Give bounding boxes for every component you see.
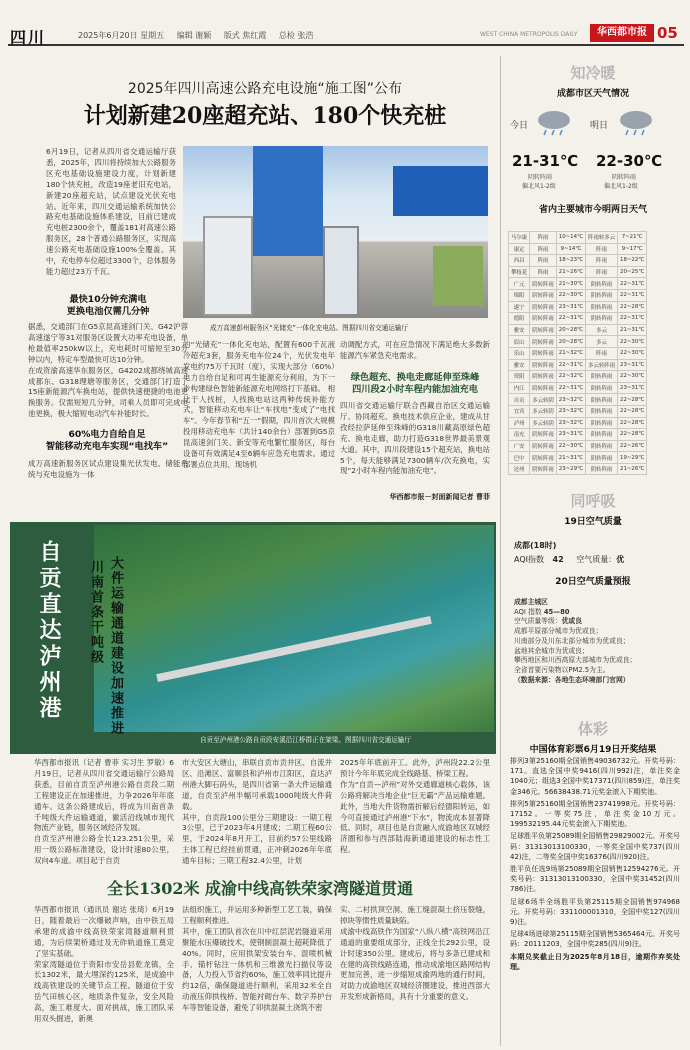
city-weather-cell: 21~26℃ <box>618 463 647 475</box>
city-weather-cell: 阴转阵雨 <box>530 371 557 383</box>
city-weather-cell: 18~23℃ <box>556 255 585 267</box>
air-line: 川南部分及川东北部分城市为优或良； <box>514 636 630 645</box>
air-forecast-title: 20日空气质量预报 <box>555 577 631 587</box>
city-weather-cell: 22~31℃ <box>556 359 585 371</box>
city-weather-cell: 22~26℃ <box>618 440 647 452</box>
story2-vertical-title: 自贡直达泸州港 <box>36 540 62 722</box>
story3-col1: 华西都市报讯（通讯员 谢达 张琦）6月19日，随着最后一次爆破声响，由中铁五局承建的成渝中线高铁荣家湾隧道顺利贯通，为后续架桥通过及无砟轨道施工奠定了坚实基础。 荣家湾隧道位于资阳市安岳县乾龙镇，全长1302米，最大埋深约125米，是成渝中线高铁建设的关键节点工程。隧道位于安岳气田核心区，地质条件复杂，安全风险高，施工难度大。面对挑战，施工团队采用双头掘进，新奥 <box>34 905 174 1024</box>
tomorrow-temp: 22-30℃ <box>596 152 663 170</box>
city-weather-cell: 阴转阵雨 <box>586 452 618 464</box>
aqi-range-label: AQI 指数 <box>514 607 542 616</box>
city-weather-cell: 攀枝花 <box>509 266 530 278</box>
city-weather-cell: 21~30℃ <box>556 278 585 290</box>
city-weather-cell: 资阳 <box>509 371 530 383</box>
city-weather-row <box>509 301 647 313</box>
city-weather-cell: 雅安 <box>509 359 530 371</box>
city-weather-cell: 22~28℃ <box>618 301 647 313</box>
bridge-deck <box>156 616 432 682</box>
air-line: 成都平原部分城市为优或良； <box>514 627 603 636</box>
city-weather-cell: 阴转阵雨 <box>586 289 618 301</box>
today-label: 今日 <box>510 121 529 131</box>
city-weather-cell: 阴转阵雨 <box>586 301 618 313</box>
quality-label: 空气质量： <box>576 555 617 564</box>
city-weather-cell: 19~29℃ <box>618 452 647 464</box>
story1-headline: 计划新建20座超充站、180个快充桩 <box>83 103 447 129</box>
city-weather-cell: 7~21℃ <box>618 232 647 244</box>
city-weather-cell: 阴转阵雨 <box>530 382 557 394</box>
today-temp: 21-31℃ <box>512 152 579 170</box>
aqi-label: AQI指数 <box>514 555 544 564</box>
air-line: 攀西地区和川西高原大部城市为优或良； <box>514 656 637 665</box>
city-weather-cell: 22~28℃ <box>618 417 647 429</box>
lottery-banner: 体彩 <box>577 720 608 738</box>
city-weather-cell: 22~31℃ <box>556 382 585 394</box>
story2-col3: 2025年年底前开工。此外，泸州段22.2公里预计今年年底完成全线路基、桥梁工程。 作为“自贡—泸州”对外交通廊道核心载体，该公路将解决当地企业“巨无霸”产品运输难题。此外，当地大件货物需折解后经德阳转运，如今可直接通过泸州港“下水”，物流成本显著降低。同时，项目也是自贡融入成渝地区双城经济圈和参与西部陆海新通道建设的标志性工程。 <box>340 758 490 855</box>
story3-col2: 法组织施工，并运用多种新型工艺工装，确保工程顺利推进。 其中，施工团队首次在川中红层泥岩隧道采用聚能水压爆破技术，使钢制混凝土超耗降低了40%。同时，应用拱架安装台车、混喷机械手、锚杆钻注一体机和三维激光扫描仪等设备，人力投入节省约60%，施工效率同比提升约12倍，确保隧道进行顺利，采用32米全自动液压仰拱栈桥、智能衬砌台车、数字养护台车等智能设备，避免了卯拱混凝土浇筑不密 <box>182 905 332 1013</box>
city-weather-cell: 多云 <box>586 324 618 336</box>
city-weather-cell: 22~31℃ <box>556 313 585 325</box>
city-weather-cell: 22~32℃ <box>556 371 585 383</box>
city-weather-row <box>509 232 647 244</box>
city-weather-cell: 阴转阵雨 <box>530 324 557 336</box>
city-weather-row <box>509 266 647 278</box>
level-value: 优或良 <box>561 617 582 626</box>
today-wind: 偏北风1-2级 <box>522 183 556 190</box>
city-weather-cell: 阴转阵雨 <box>530 289 557 301</box>
air-main-city: 成都主城区 <box>514 598 548 606</box>
proofreader: 总检 张浩 <box>278 31 314 40</box>
story2-vertical-subtitle-1: 大件运输通道建设加速推进 <box>108 556 123 736</box>
city-weather-cell: 阴转阵雨 <box>586 371 618 383</box>
city-weather-cell: 23~32℃ <box>556 394 585 406</box>
story2-col2: 市大安区大塘山，串联自贡市贡井区、自流井区、沿滩区、富顺县和泸州市江阳区，直达泸州港大脚石码头，是四川省第一条大件运输通道，自贡至泸州半幅可承载1000吨级大件荷载。 其中，自贡段100公里分三期建设：一期工程3公里，已于2023年4月建成；二期工程60公里，于2024年8月开工，目前约57公里线路主体工程已经挂前贯通，正冲刺2026年年底通车目标；三期工程32.4公里，计划 <box>182 758 332 866</box>
story3-headline: 全长1302米 成渝中线高铁荣家湾隧道贯通 <box>106 879 414 898</box>
air-line: 盆地其余城市为优或良； <box>514 646 589 655</box>
lottery-item: 足球胜平负第25089期全国销售29829002元。开奖号码：31313013100330，一等奖全国中奖737(四川42)注，二等奖全国中奖16376(四川920)注。 <box>510 832 680 861</box>
story1-col1c: 成万高速新服务区试点建设集光伏发电、储能系统与充电设施为一体 <box>28 459 188 479</box>
city-weather-cell: 多云转阵雨 <box>586 359 618 371</box>
issue-meta <box>78 30 313 41</box>
city-weather-cell: 阵雨 <box>586 243 618 255</box>
city-weather-cell: 22~31℃ <box>618 289 647 301</box>
city-weather-cell: 9~17℃ <box>618 243 647 255</box>
editor: 编辑 谢颖 <box>176 31 212 40</box>
city-weather-cell: 遂宁 <box>509 301 530 313</box>
city-weather-cell: 多云转阴 <box>530 417 557 429</box>
city-weather-cell: 眉山 <box>509 336 530 348</box>
air-banner: 同呼吸 <box>570 492 616 510</box>
city-weather-cell: 阴转阵雨 <box>586 405 618 417</box>
city-weather-cell: 阴转阵雨 <box>586 278 618 290</box>
newspaper-english-name: WEST CHINA METROPOLIS DAILY <box>480 31 578 38</box>
city-weather-cell: 10~14℃ <box>556 232 585 244</box>
city-weather-cell: 阵雨 <box>586 255 618 267</box>
city-weather-row <box>509 382 647 394</box>
lottery-item: 足球4场进球第25115期全国销售5365464元。开奖号码：20111203，全国中奖285(四川9)注。 <box>510 930 680 949</box>
city-weather-cell: 21~32℃ <box>556 347 585 359</box>
air-title: 19日空气质量 <box>564 517 622 527</box>
city-weather-cell: 广安 <box>509 440 530 452</box>
city-weather-row <box>509 440 647 452</box>
city-weather-cell: 阴转阵雨 <box>586 382 618 394</box>
air-forecast <box>514 598 680 685</box>
city-weather-cell: 22~31℃ <box>618 313 647 325</box>
lottery-deadline: 本期兑奖截止日为2025年8月18日，逾期作弃奖处理。 <box>510 952 680 971</box>
city-weather-cell: 阴转阵雨 <box>530 313 557 325</box>
lottery-item: 排列3第25160期全国销售49036732元。开奖号码：171。直选全国中奖9416(四川992)注，单注奖金1040元；组选3全国中奖17371(四川859)注，单注奖金346元。56638438.71元奖金滚入下期奖池。 <box>510 757 680 796</box>
layout-editor: 版式 焦红霞 <box>223 31 267 40</box>
city-weather-cell: 阵雨转多云 <box>586 232 618 244</box>
city-weather-cell: 21~31℃ <box>556 452 585 464</box>
city-weather-cell: 21~26℃ <box>556 266 585 278</box>
cloud-rain-icon <box>616 106 656 136</box>
city-weather-cell: 阴转阵雨 <box>530 463 557 475</box>
lottery-item: 足球6场半全场胜平负第25115期全国销售974968元。开奖号码：331100001310，全国中奖127(四川9)注。 <box>510 897 680 927</box>
city-weather-cell: 22~30℃ <box>556 440 585 452</box>
city-weather-cell: 22~30℃ <box>618 336 647 348</box>
story1-col1b: 据悉，交通部门在G5京昆高速剑门关、G42沪蓉高速遂宁等31对服务区设置大功率充电设备，单枪最值率250kW以上，充电耗时可缩短至30分钟以内，特定车型最快可达10分钟。 在成资渝高速华东服务区，G4202成都绕城高速成都东、G318理塘等服务区，交通部门打造了15座新能源汽车换电站，提供快速便捷的电池更换服务。仅需短短几分钟，司乘人员即可完成电池更换，极大缩短电动汽车补能时长。 <box>28 322 188 418</box>
story1-byline: 华西都市报－封面新闻记者 曹菲 <box>389 493 490 501</box>
city-weather-cell: 西昌 <box>509 255 530 267</box>
city-weather-cell: 阴转阵雨 <box>530 429 557 441</box>
quality-value: 优 <box>616 555 625 564</box>
city-weather-cell: 自贡 <box>509 394 530 406</box>
city-weather-cell: 22~28℃ <box>618 405 647 417</box>
city-weather-row <box>509 243 647 255</box>
city-weather-cell: 阴转阵雨 <box>586 313 618 325</box>
story1-subhead-2: 60%电力自给自足 智能移动充电车实现“电找车” <box>45 429 169 452</box>
city-weather-cell: 雅安 <box>509 324 530 336</box>
today-desc: 阴转阵雨 <box>528 174 553 181</box>
city-weather-cell: 22~31℃ <box>618 278 647 290</box>
city-weather-cell: 22~28℃ <box>618 394 647 406</box>
city-weather-cell: 阴转阵雨 <box>530 347 557 359</box>
city-weather-cell: 阵雨 <box>586 266 618 278</box>
city-weather-row <box>509 463 647 475</box>
city-weather-cell: 阴转阵雨 <box>530 278 557 290</box>
aqi-value: 42 <box>552 555 564 564</box>
city-weather-cell: 20~25℃ <box>618 266 647 278</box>
issue-date: 2025年6月20日 星期五 <box>78 31 165 40</box>
newspaper-logo: 华西都市报 <box>590 24 654 42</box>
weather-banner: 知冷暖 <box>570 64 616 82</box>
story1-subhead-1: 最快10分钟充满电 更换电池仅需几分钟 <box>66 294 150 317</box>
city-weather-cell: 23~31℃ <box>556 301 585 313</box>
city-weather-cell: 多云转阴 <box>530 405 557 417</box>
city-weather-cell: 宜宾 <box>509 405 530 417</box>
city-weather-cell: 阴转阵雨 <box>530 336 557 348</box>
level-label: 空气质量等级： <box>514 617 562 626</box>
city-weather-cell: 泸州 <box>509 417 530 429</box>
city-weather-cell: 22~30℃ <box>556 289 585 301</box>
aqi-range-row <box>514 608 680 618</box>
city-weather-cell: 南充 <box>509 429 530 441</box>
story1-col3a: 动调配方式，可在应急情况下满足绝大多数新能源汽车紧急充电需求。 <box>340 340 490 360</box>
city-weather-row <box>509 429 647 441</box>
city-weather-cell: 内江 <box>509 382 530 394</box>
city-weather-row <box>509 278 647 290</box>
city-weather-cell: 阵雨 <box>530 243 557 255</box>
city-weather-table <box>508 231 647 475</box>
city-weather-cell: 康定 <box>509 243 530 255</box>
city-weather-cell: 9~14℃ <box>556 243 585 255</box>
city-weather-row <box>509 371 647 383</box>
city-weather-cell: 23~29℃ <box>556 463 585 475</box>
story1-kicker: 2025年四川高速公路充电设施“施工图”公布 <box>127 81 403 97</box>
city-weather-cell: 23~31℃ <box>556 429 585 441</box>
city-weather-cell: 阴转阵雨 <box>530 440 557 452</box>
city-weather-cell: 德阳 <box>509 313 530 325</box>
city-weather-cell: 巴中 <box>509 452 530 464</box>
story1-col3b: 四川省交通运输厅联合西藏自治区交通运输厅、协同超充、换电技术供应企业，建成从甘孜经拉萨延伸至珠峰的G318川藏高原绿色超充、换电走廊，助力打造G318世界最美景观大道。其中，四川段建设15个超充站，换电站5个，每天能够满足7300辆车/次充换电，实现“2小时车程内能加油充电”。 <box>340 401 490 476</box>
city-weather-cell: 乐山 <box>509 347 530 359</box>
weather-title: 成都市区天气情况 <box>556 89 629 99</box>
city-weather-cell: 阵雨 <box>586 347 618 359</box>
city-weather-cell: 23~32℃ <box>556 405 585 417</box>
charger <box>203 216 253 316</box>
city-weather-cell: 22~30℃ <box>618 347 647 359</box>
highway-bridge-photo <box>94 525 494 732</box>
story3-col3: 实、二衬拱顶空洞、施工缝混凝土挤压裂缝，掉块等惯性质量缺陷。 成渝中线高铁作为国家“八纵八横”高铁网沿江通道的重要组成部分，正线全长292公里，设计时速350公里。建成后，将与多条已建成和在建的高铁线路连通，推动成渝地区路网结构更加完善，进一步缩短成渝两地的通行时间，对助力成渝地区双城经济圈建设，推进西部大开发形成新格局，具有十分重要的意义。 <box>340 905 490 1002</box>
city-weather-cell: 多云转阴 <box>530 394 557 406</box>
city-weather-cell: 绵阳 <box>509 289 530 301</box>
story2-col1: 华西都市报讯（记者 曹菲 实习生 罗敏）6月19日，记者从四川省交通运输厅公路局获悉，目前自贡至泸州港公路自贡段二期工程建设正在加速推进，力争2026年年底通车。这条公路建成后，将成为川南首条千吨级大件运输通道，徽活沿线城市现代物流产业链，服务区域经济发展。 自贡至泸州港公路全长123.251公里，采用一级公路标准建设，设计时速80公里，双向4车道。项目起于自贡 <box>34 758 174 866</box>
cloud-rain-icon <box>534 106 574 136</box>
city-weather-cell: 阴转阵雨 <box>530 359 557 371</box>
city-weather-row <box>509 255 647 267</box>
lottery-item: 排列5第25160期全国销售23741998元。开奖号码：17152。一等奖75注，单注奖金10万元。199532195.44元奖金滚入下期奖池。 <box>510 799 680 829</box>
city-weather-cell: 23~31℃ <box>618 359 647 371</box>
lottery-results <box>510 756 680 1046</box>
air-source: （数据来源：各地生态环境部门官网） <box>514 675 630 684</box>
city-weather-cell: 18~22℃ <box>618 255 647 267</box>
air-line: 全省首要污染物以PM2.5为主。 <box>514 665 610 674</box>
story1-col2: 的“光储充”一体化充电站，配置有600千瓦液冷超充3套，服务充电车位24个，光伏发电年发电约75万千瓦时（度），实现大部分（60%）电力自给自足和可再生能源充分利用，为下一步构建绿色智能新能源充电网络打下基础。 相比于人找桩，人找换电站这两种传统补能方式，智能移动充电车让“车找电”变成了“电找车”。今年春节和“五一”假期，四川首次大规模投用移动充电车（共计140余台）部署到G5京昆高速剑门关、新安等充电繁忙服务区，每台设备可有效满足4至6辆车应急充电需求。通过部署点位共用、现场机 <box>183 340 335 469</box>
city-weather-row <box>509 359 647 371</box>
city-weather-cell: 20~28℃ <box>556 324 585 336</box>
city-weather-row <box>509 313 647 325</box>
tomorrow-weather <box>590 102 680 194</box>
city-weather-cell: 阴转阵雨 <box>586 429 618 441</box>
city-weather-cell: 22~30℃ <box>618 371 647 383</box>
air-city: 成都(18时) <box>514 541 557 550</box>
city-weather-cell: 23~31℃ <box>618 382 647 394</box>
city-weather-row <box>509 336 647 348</box>
station-building <box>393 166 488 216</box>
city-weather-row <box>509 289 647 301</box>
city-weather-cell: 23~32℃ <box>556 417 585 429</box>
city-weather-row <box>509 417 647 429</box>
city-weather-row <box>509 347 647 359</box>
city-weather-cell: 广元 <box>509 278 530 290</box>
city-weather-cell: 阴转阵雨 <box>586 463 618 475</box>
city-weather-cell: 20~28℃ <box>556 336 585 348</box>
tomorrow-wind: 偏北风1-2级 <box>604 183 638 190</box>
story2-photo-caption: 自贡至泸州港公路自贡段安溪沿江桥群正在架梁。图据四川省交通运输厅 <box>200 736 411 744</box>
air-aqi-row <box>514 554 624 565</box>
city-weather-row <box>509 452 647 464</box>
city-weather-title: 省内主要城市今明两日天气 <box>538 205 647 215</box>
section-name: 四川 <box>10 28 47 47</box>
charger <box>323 226 359 316</box>
city-weather-cell: 阵雨 <box>530 255 557 267</box>
city-weather-row <box>509 405 647 417</box>
city-weather-row <box>509 324 647 336</box>
city-weather-cell: 阵雨 <box>530 266 557 278</box>
city-weather-cell: 阴转阵雨 <box>586 417 618 429</box>
city-weather-cell: 21~31℃ <box>618 324 647 336</box>
tomorrow-desc: 阴转阵雨 <box>612 174 637 181</box>
lottery-title: 中国体育彩票6月19日开奖结果 <box>529 745 657 755</box>
city-weather-cell: 阴转阵雨 <box>586 440 618 452</box>
tomorrow-label: 明日 <box>590 121 609 131</box>
charging-station-photo <box>183 146 488 318</box>
air-current <box>514 540 556 551</box>
city-weather-cell: 22~28℃ <box>618 429 647 441</box>
lottery-item: 胜平负任选9场第25089期全国销售12594276元。开奖号码：31313013100330，全国中奖31452(四川786)注。 <box>510 865 680 894</box>
story1-photo-caption: 成万高速彭州服务区“光储充”一体化充电站。图据四川省交通运输厅 <box>210 324 409 332</box>
city-weather-cell: 阴转阵雨 <box>530 301 557 313</box>
story2-vertical-subtitle-2: 川南首条干吨级 <box>88 560 103 665</box>
city-weather-cell: 阵雨 <box>530 232 557 244</box>
story1-lead: 6月19日，记者从四川省交通运输厅获悉，2025年，四川将持续加大公路服务区充电基础设施建设力度，计划新建180个快充桩，改造19座老旧充电站，新建20座超充站，试点建设光伏充电站。近年来，四川交通运输系统加快公路充电基础设施体系建设，目前已建成充电桩2300余个，覆盖181对高速公路服务区，28个普通公路服务区，实现高速公路充电基础设施100%全覆盖。其中，充电停车位超过3300个，总体服务能力超过23万千瓦。 <box>46 147 176 276</box>
city-weather-row <box>509 394 647 406</box>
city-weather-cell: 阴转阵雨 <box>530 452 557 464</box>
tree <box>433 246 483 306</box>
city-weather-cell: 多云 <box>586 336 618 348</box>
story1-subhead-3: 绿色超充、换电走廊延伸至珠峰 四川段2小时车程内能加油充电 <box>350 372 480 395</box>
city-weather-cell: 达州 <box>509 463 530 475</box>
page-number: 05 <box>657 24 678 42</box>
station-sign <box>253 146 323 256</box>
city-weather-cell: 马尔康 <box>509 232 530 244</box>
today-weather <box>510 102 590 194</box>
level-row <box>514 617 680 627</box>
aqi-range: 45—80 <box>543 607 570 616</box>
city-weather-cell: 阴转阵雨 <box>586 394 618 406</box>
